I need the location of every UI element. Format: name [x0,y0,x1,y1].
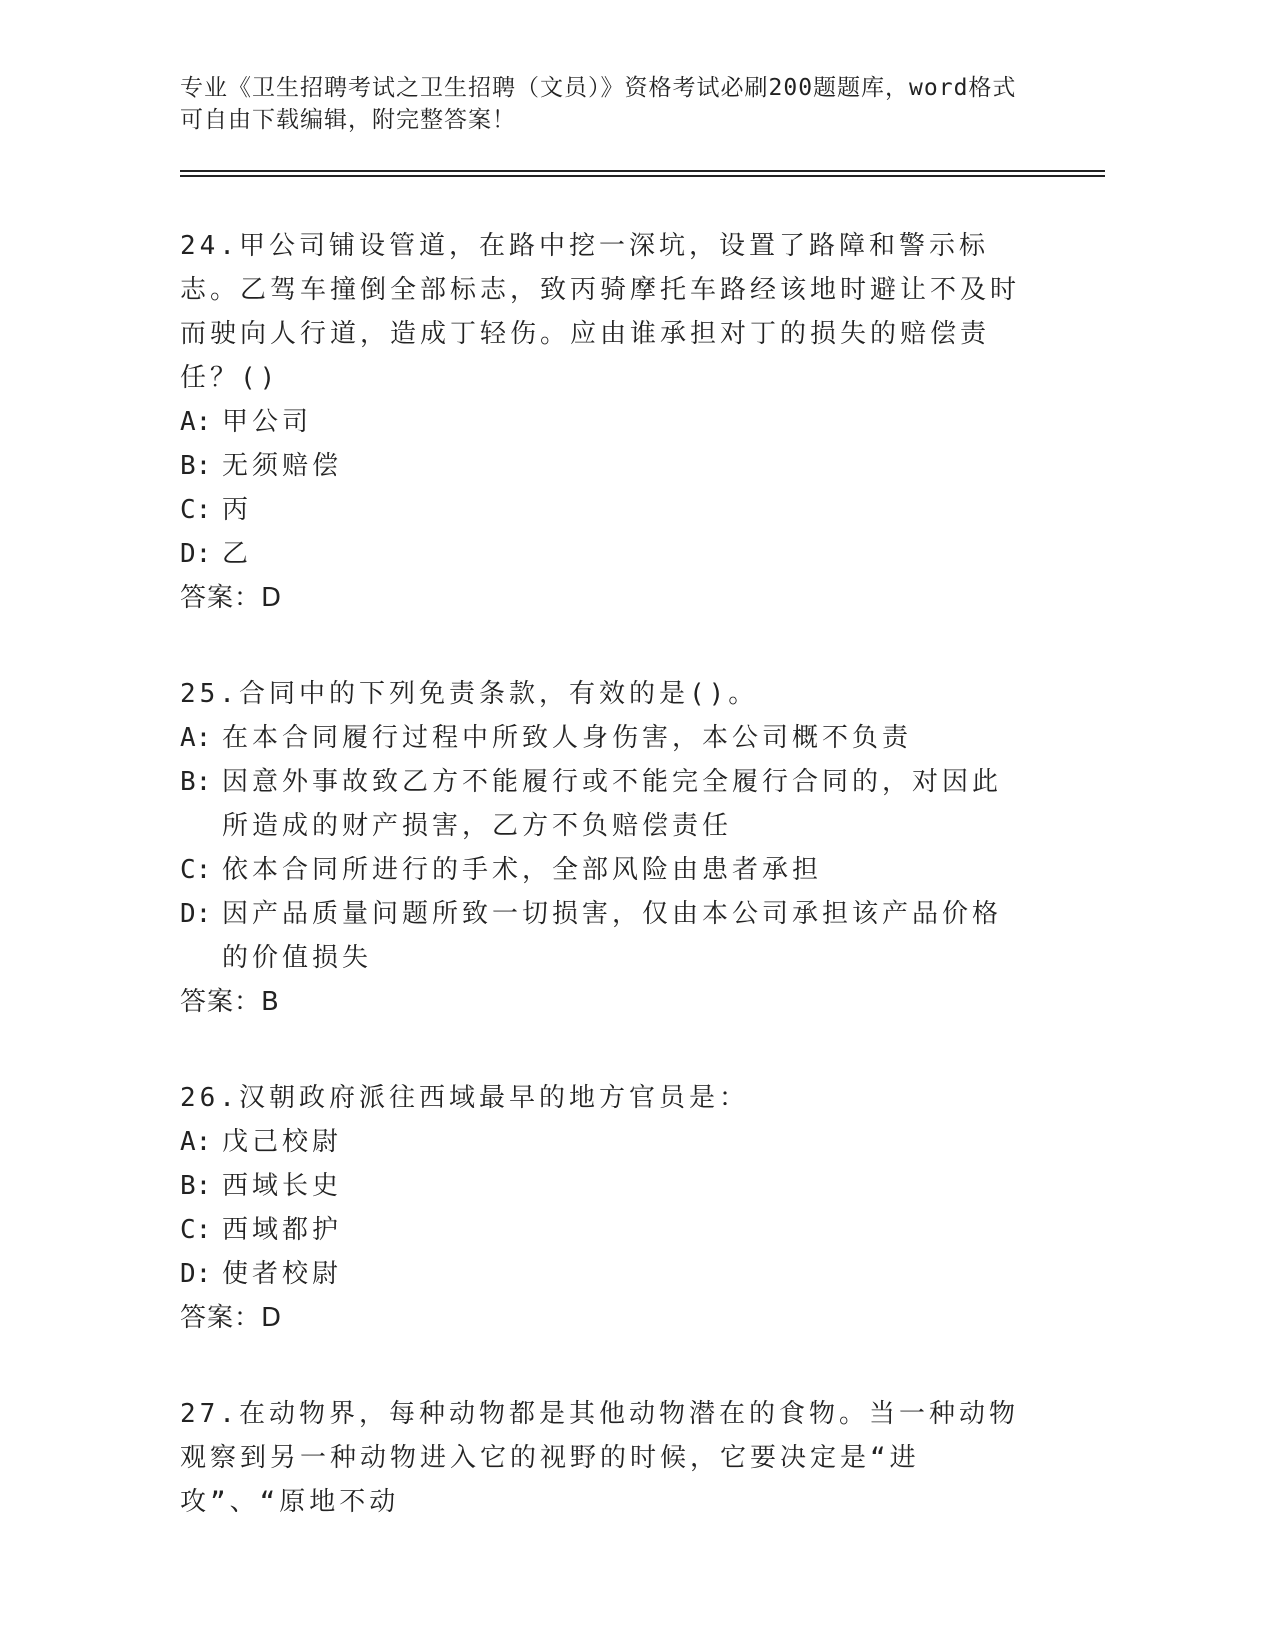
option-label: C: [180,1215,212,1245]
question-text: 27.在动物界，每种动物都是其他动物潜在的食物。当一种动物观察到另一种动物进入它的视野的时候，它要决定是“进攻”、“原地不动 [180,1399,1019,1517]
option-text: 甲公司 [222,407,313,437]
option-b [180,444,1030,488]
option-label: B: [180,1171,212,1201]
option-label: A: [180,407,212,437]
question-text: 25.合同中的下列免责条款，有效的是()。 [180,679,759,709]
option-label: B: [180,767,212,797]
option-text: 乙 [222,539,253,569]
option-text: 在本合同履行过程中所致人身伤害，本公司概不负责 [222,723,913,753]
header-rule-top [180,170,1105,172]
question-text: 26.汉朝政府派往西域最早的地方官员是： [180,1083,749,1113]
header-line-1: 专业《卫生招聘考试之卫生招聘（文员）》资格考试必刷200题题库，word格式 [180,75,1017,101]
option-text: 依本合同所进行的手术，全部风险由患者承担 [222,855,823,885]
option-b [180,760,1030,848]
option-label: A: [180,723,212,753]
option-b [180,1164,1030,1208]
option-text: 丙 [222,495,253,525]
option-a [180,400,1030,444]
option-text: 因产品质量问题所致一切损害，仅由本公司承担该产品价格的价值损失 [222,899,1003,973]
option-d [180,892,1030,980]
option-text: 戊己校尉 [222,1127,343,1157]
option-d [180,532,1030,576]
option-label: D: [180,1259,212,1289]
option-text: 因意外事故致乙方不能履行或不能完全履行合同的，对因此所造成的财产损害，乙方不负赔偿责任 [222,767,1003,841]
option-label: B: [180,451,212,481]
option-a [180,716,1030,760]
option-a [180,1120,1030,1164]
question-27 [180,1392,1030,1524]
option-c [180,488,1030,532]
header-line-2: 可自由下载编辑，附完整答案！ [180,107,516,133]
option-label: D: [180,539,212,569]
question-list [180,224,1030,1576]
option-c [180,848,1030,892]
header-rule-bottom [180,175,1105,177]
question-25 [180,672,1030,1024]
answer: 答案：D [180,583,283,613]
option-label: C: [180,855,212,885]
option-text: 无须赔偿 [222,451,343,481]
option-text: 西域长史 [222,1171,343,1201]
question-text: 24.甲公司铺设管道，在路中挖一深坑，设置了路障和警示标志。乙驾车撞倒全部标志，致丙骑摩托车路经该地时避让不及时而驶向人行道，造成丁轻伤。应由谁承担对丁的损失的赔偿责任？() [180,231,1021,393]
option-text: 使者校尉 [222,1259,343,1289]
option-label: C: [180,495,212,525]
answer: 答案：D [180,1303,283,1333]
option-c [180,1208,1030,1252]
question-26 [180,1076,1030,1340]
answer: 答案：B [180,987,280,1017]
option-label: A: [180,1127,212,1157]
document-header [180,72,1080,136]
option-label: D: [180,899,212,929]
option-d [180,1252,1030,1296]
option-text: 西域都护 [222,1215,343,1245]
question-24 [180,224,1030,620]
